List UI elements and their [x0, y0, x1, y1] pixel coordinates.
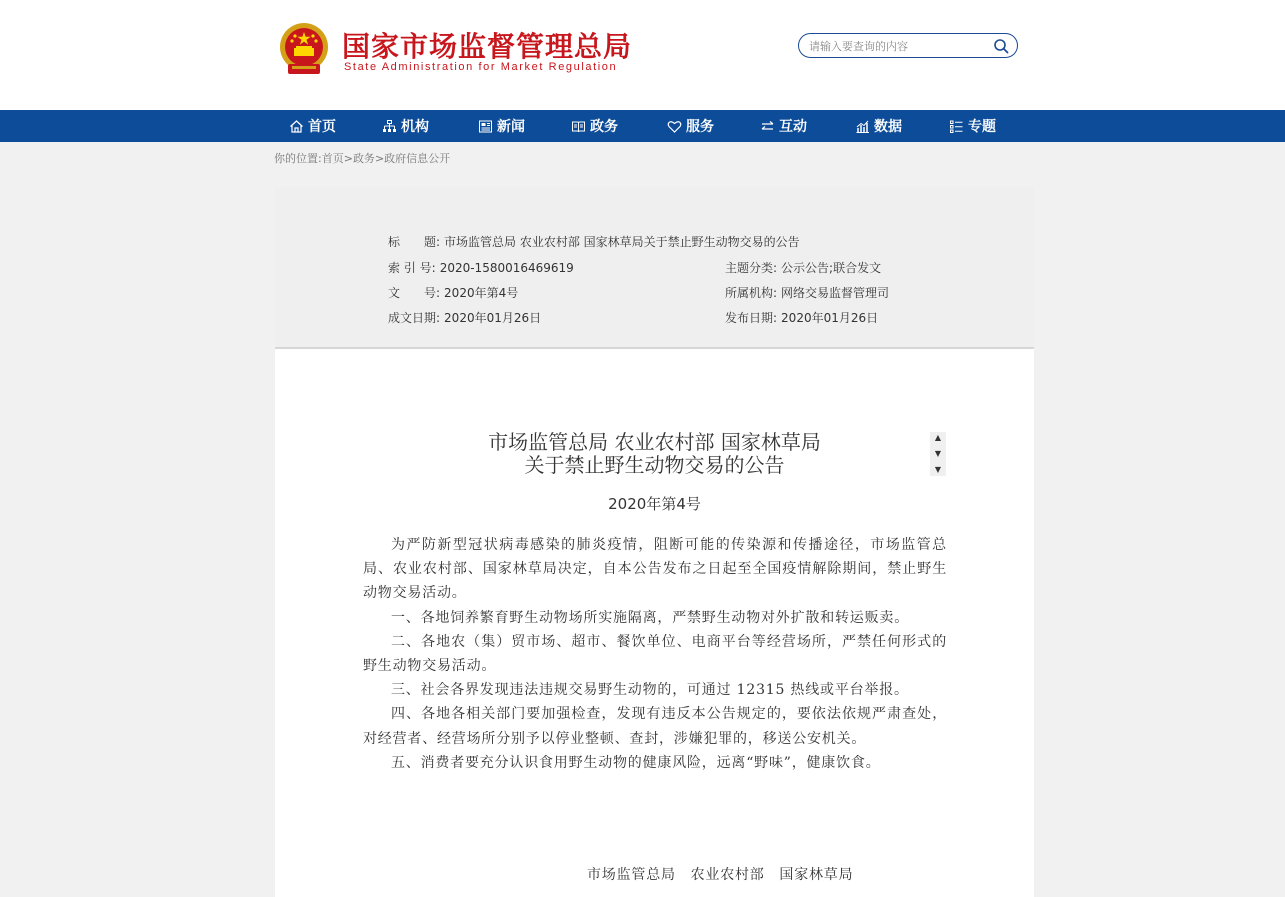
- nav-label: 首页: [308, 119, 336, 135]
- nav-topics[interactable]: [949, 110, 996, 142]
- article-paragraph: 一、各地饲养繁育野生动物场所实施隔离，严禁野生动物对外扩散和转运贩卖。: [391, 609, 909, 626]
- meta-index-value: 2020-1580016469619: [439, 261, 574, 275]
- search-icon[interactable]: [993, 38, 1009, 54]
- article-docno: 2020年第4号: [608, 495, 701, 513]
- list-icon: [949, 119, 964, 134]
- nav-label: 服务: [686, 119, 714, 135]
- article-paragraph: 二、各地农（集）贸市场、超市、餐饮单位、电商平台等经营场所，严禁任何形式的野生动物交易活动。: [363, 633, 947, 675]
- meta-published: [725, 309, 878, 326]
- nav-home[interactable]: [289, 110, 336, 142]
- article-signature: 市场监管总局 农业农村部 国家林草局: [587, 867, 854, 883]
- nav-label: 政务: [590, 119, 618, 135]
- scroll-down-icon[interactable]: ▼: [934, 465, 942, 474]
- nav-label: 新闻: [497, 119, 525, 135]
- meta-docno: [388, 284, 518, 301]
- national-emblem-icon[interactable]: [278, 22, 330, 76]
- search-box: [798, 33, 1018, 58]
- meta-title-key: 标 题:: [388, 235, 441, 249]
- breadcrumb: [274, 150, 450, 166]
- meta-index-key: 索 引 号:: [388, 261, 436, 275]
- nav-interaction[interactable]: [760, 110, 807, 142]
- meta-category-key: 主题分类:: [725, 261, 778, 275]
- article-paragraph: 三、社会各界发现违法违规交易野生动物的，可通过 12315 热线或平台举报。: [391, 682, 909, 699]
- article-paragraph: 五、消费者要充分认识食用野生动物的健康风险，远离“野味”，健康饮食。: [391, 754, 881, 771]
- article-body: [363, 533, 947, 775]
- main-nav: [0, 110, 1285, 142]
- search-input[interactable]: [809, 37, 989, 55]
- breadcrumb-separator: >: [343, 152, 353, 165]
- nav-data[interactable]: [855, 110, 902, 142]
- breadcrumb-separator: >: [374, 152, 385, 165]
- nav-label: 数据: [874, 119, 902, 135]
- breadcrumb-link-home[interactable]: 首页: [321, 152, 344, 165]
- meta-created-value: 2020年01月26日: [444, 311, 542, 325]
- scroll-mid-icon[interactable]: ▼: [934, 449, 942, 458]
- breadcrumb-link-government[interactable]: 政务: [352, 152, 375, 165]
- chart-icon: [855, 119, 870, 134]
- article: [275, 349, 1034, 897]
- article-title-line1: 市场监管总局 农业农村部 国家林草局: [488, 430, 821, 454]
- breadcrumb-link-info-disclosure[interactable]: 政府信息公开: [384, 152, 451, 165]
- meta-title: [388, 233, 800, 250]
- site-title[interactable]: 国家市场监督管理总局: [342, 30, 633, 63]
- meta-docno-value: 2020年第4号: [444, 286, 519, 300]
- nav-service[interactable]: [667, 110, 714, 142]
- title-scroll-control[interactable]: [930, 432, 946, 476]
- meta-published-key: 发布日期:: [725, 311, 778, 325]
- meta-category-value: 公示公告;联合发文: [781, 261, 882, 275]
- meta-category: [725, 259, 881, 276]
- nav-news[interactable]: [478, 110, 525, 142]
- meta-docno-key: 文 号:: [388, 286, 441, 300]
- scroll-up-icon[interactable]: ▲: [934, 433, 942, 442]
- article-title-line2: 关于禁止野生动物交易的公告: [524, 453, 785, 477]
- site-header: [0, 0, 1285, 110]
- site-title-en: State Administration for Market Regulation: [344, 61, 618, 73]
- nav-government[interactable]: [571, 110, 618, 142]
- article-paragraph: 为严防新型冠状病毒感染的肺炎疫情，阻断可能的传染源和传播途径，市场监管总局、农业农村部、国家林草局决定，自本公告发布之日起至全国疫情解除期间，禁止野生动物交易活动。: [363, 537, 947, 602]
- meta-org-value: 网络交易监督管理司: [781, 286, 890, 300]
- meta-created-key: 成文日期:: [388, 311, 441, 325]
- breadcrumb-prefix: 你的位置:: [274, 152, 322, 165]
- home-icon: [289, 119, 304, 134]
- arrows-icon: [760, 119, 775, 134]
- nav-label: 互动: [779, 119, 807, 135]
- meta-created: [388, 309, 541, 326]
- nav-organization[interactable]: [382, 110, 429, 142]
- document-metadata: [275, 187, 1034, 349]
- article-paragraph: 四、各地各相关部门要加强检查，发现有违反本公告规定的，要依法依规严肃查处，对经营者、经营场所分别予以停业整顿、查封，涉嫌犯罪的，移送公安机关。: [363, 706, 947, 747]
- newspaper-icon: [478, 119, 493, 134]
- org-chart-icon: [382, 119, 397, 134]
- nav-label: 专题: [968, 119, 996, 135]
- heart-icon: [667, 119, 682, 134]
- book-icon: [571, 119, 586, 134]
- meta-index: [388, 259, 574, 276]
- meta-published-value: 2020年01月26日: [781, 311, 879, 325]
- meta-title-value: 市场监管总局 农业农村部 国家林草局关于禁止野生动物交易的公告: [444, 235, 800, 249]
- meta-org-key: 所属机构:: [725, 286, 778, 300]
- nav-label: 机构: [401, 119, 429, 135]
- meta-org: [725, 284, 889, 301]
